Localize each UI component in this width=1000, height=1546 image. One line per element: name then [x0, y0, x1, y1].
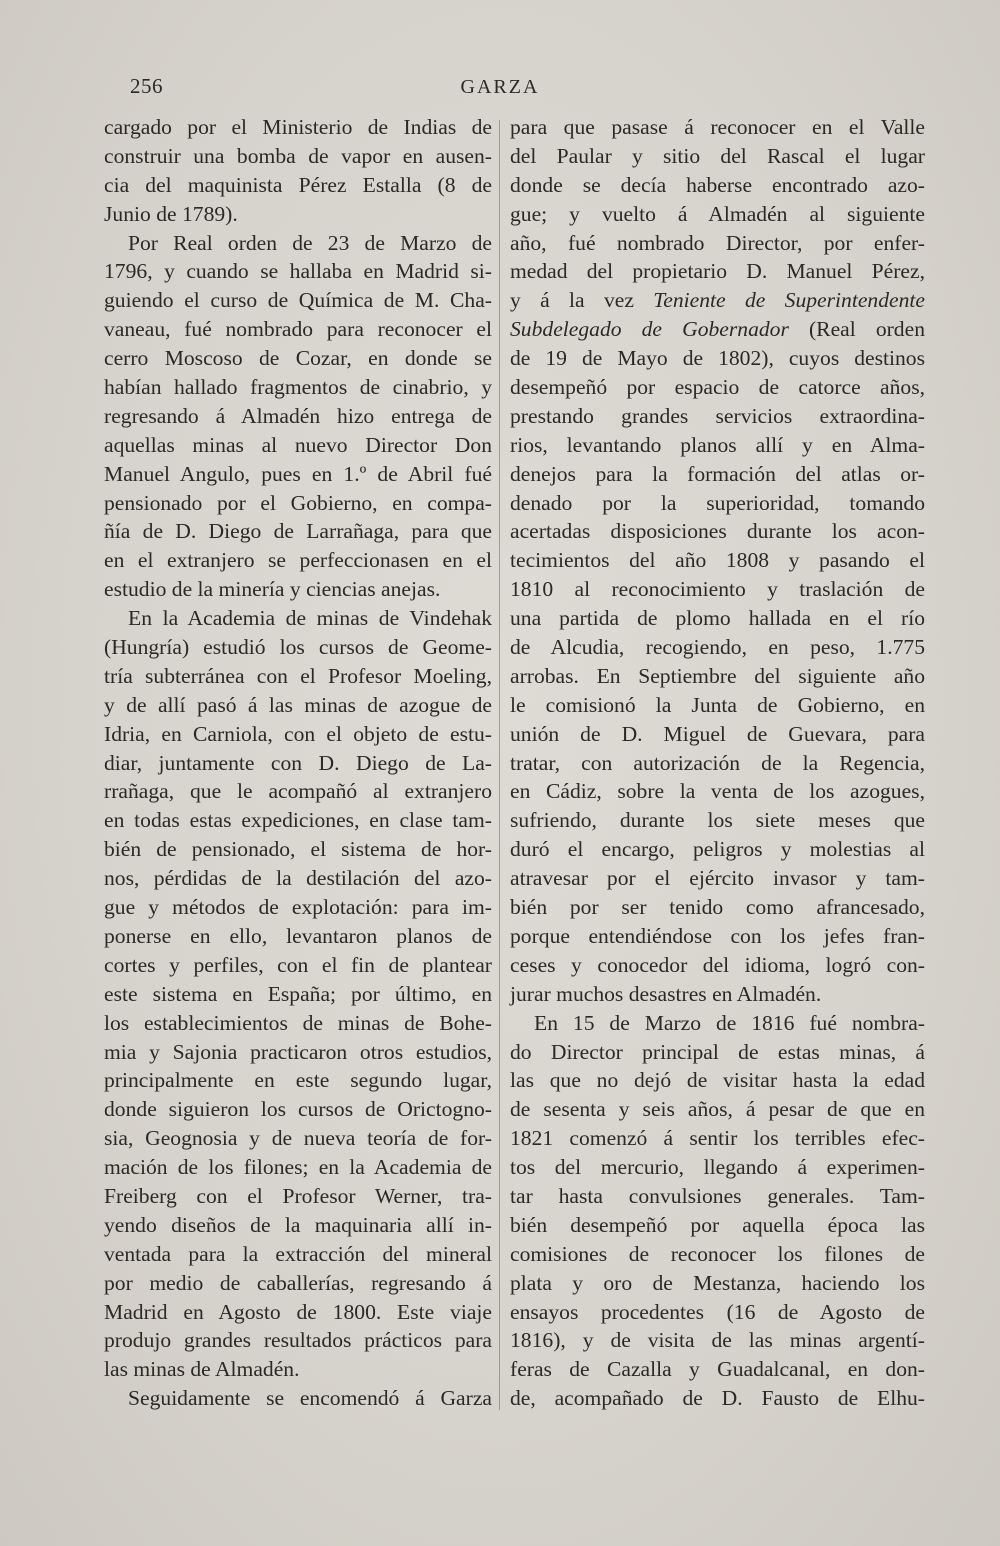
page-number: 256	[130, 74, 163, 98]
left-line-28: gue y métodos de explotación: para im-	[104, 895, 492, 920]
right-line-4: gue; y vuelto á Almadén al siguiente	[510, 201, 925, 226]
left-line-24: rrañaga, que le acompañó al extranjero	[104, 779, 492, 804]
left-line-21: y de allí pasó á las minas de azogue de	[104, 692, 492, 717]
right-line-37: tos del mercurio, llegando á experimen-	[510, 1155, 925, 1180]
left-line-30: cortes y perfiles, con el fin de plantear	[104, 952, 492, 977]
column-rule	[499, 120, 500, 1410]
right-line-23: tratar, con autorización de la Regencia,	[510, 750, 925, 775]
right-line-30: ceses y conocedor del idioma, logró con-	[510, 952, 925, 977]
running-head	[0, 74, 1000, 104]
right-line-11: prestando grandes servicios extraordina-	[510, 403, 925, 428]
right-line-33: do Director principal de estas minas, á	[510, 1039, 925, 1064]
right-line-39: bién desempeñó por aquella época las	[510, 1212, 925, 1237]
right-line-32: En 15 de Marzo de 1816 fué nombra-	[534, 1010, 925, 1035]
left-line-23: diar, juntamente con D. Diego de La-	[104, 750, 492, 775]
right-line-17: 1810 al reconocimiento y traslación de	[510, 577, 925, 602]
left-line-42: Madrid en Agosto de 1800. Este viaje	[104, 1299, 492, 1324]
left-line-29: ponerse en ello, levantaron planos de	[104, 923, 492, 948]
right-line-44: feras de Cazalla y Guadalcanal, en don-	[510, 1357, 925, 1382]
right-line-22: unión de D. Miguel de Guevara, para	[510, 721, 925, 746]
right-line-27: atravesar por el ejército invasor y tam-	[510, 866, 925, 891]
running-title: GARZA	[460, 76, 540, 98]
right-line-20: arrobas. En Septiembre del siguiente año	[510, 663, 925, 688]
left-line-45: Seguidamente se encomendó á Garza	[128, 1386, 492, 1411]
right-line-40: comisiones de reconocer los filones de	[510, 1241, 925, 1266]
italic-title-teniente: Teniente de Superintendente	[653, 288, 925, 313]
right-line-36: 1821 comenzó á sentir los terribles efec-	[510, 1126, 925, 1151]
left-line-32: los establecimientos de minas de Bohe-	[104, 1010, 492, 1035]
right-line-41: plata y oro de Mestanza, haciendo los	[510, 1270, 925, 1295]
left-line-7: guiendo el curso de Química de M. Cha-	[104, 288, 492, 313]
left-line-9: cerro Moscoso de Cozar, en donde se	[104, 346, 492, 371]
left-line-4: Junio de 1789).	[104, 201, 238, 226]
left-line-11: regresando á Almadén hizo entrega de	[104, 403, 492, 428]
left-line-44: las minas de Almadén.	[104, 1357, 300, 1382]
right-line-45: de, acompañado de D. Fausto de Elhu-	[510, 1386, 925, 1411]
left-line-6: 1796, y cuando se hallaba en Madrid si-	[104, 259, 492, 284]
left-line-22: Idria, en Carniola, con el objeto de estu-	[104, 721, 492, 746]
left-line-10: habían hallado fragmentos de cinabrio, y	[104, 375, 492, 400]
right-line-6: medad del propietario D. Manuel Pérez,	[510, 259, 925, 284]
right-line-43: 1816), y de visita de las minas argentí-	[510, 1328, 925, 1353]
left-line-15: ñía de D. Diego de Larrañaga, para que	[104, 519, 492, 544]
right-line-18: una partida de plomo hallada en el río	[510, 606, 925, 631]
left-line-31: este sistema en España; por último, en	[104, 981, 492, 1006]
left-line-19: (Hungría) estudió los cursos de Geome-	[104, 635, 492, 660]
italic-title-subdelegado: Subdelegado de Gobernador	[510, 317, 789, 342]
right-line-7-text: y á la vez	[510, 288, 634, 313]
left-line-38: Freiberg con el Profesor Werner, tra-	[104, 1183, 492, 1208]
left-line-34: principalmente en este segundo lugar,	[104, 1068, 492, 1093]
right-line-42: ensayos procedentes (16 de Agosto de	[510, 1299, 925, 1324]
left-line-1: cargado por el Ministerio de Indias de	[104, 115, 492, 139]
left-line-43: produjo grandes resultados prácticos para	[104, 1328, 492, 1353]
left-line-20: tría subterránea con el Profesor Moeling,	[104, 663, 492, 688]
right-line-5: año, fué nombrado Director, por enfer-	[510, 230, 925, 255]
left-line-13: Manuel Angulo, pues en 1.º de Abril fué	[104, 461, 492, 486]
left-line-36: sia, Geognosia y de nueva teoría de for-	[104, 1126, 492, 1151]
right-line-16: tecimientos del año 1808 y pasando el	[510, 548, 925, 573]
left-line-14: pensionado por el Gobierno, en compa-	[104, 490, 492, 515]
right-line-28: bién por ser tenido como afrancesado,	[510, 895, 925, 920]
left-line-16: en el extranjero se perfeccionasen en el	[104, 548, 492, 573]
left-line-2: construir una bomba de vapor en ausen-	[104, 143, 492, 168]
left-column	[104, 113, 492, 1413]
right-line-7	[510, 286, 925, 315]
left-line-17: estudio de la minería y ciencias anejas.	[104, 577, 441, 602]
right-line-14: denado por la superioridad, tomando	[510, 490, 925, 515]
right-line-13: denejos para la formación del atlas or-	[510, 461, 925, 486]
left-line-27: nos, pérdidas de la destilación del azo-	[104, 866, 492, 891]
left-line-35: donde siguieron los cursos de Orictogno-	[104, 1097, 492, 1122]
left-line-33: mia y Sajonia practicaron otros estudios,	[104, 1039, 492, 1064]
right-line-8	[510, 315, 925, 344]
left-line-37: mación de los filones; en la Academia de	[104, 1155, 492, 1180]
left-line-8: vaneau, fué nombrado para reconocer el	[104, 317, 492, 342]
right-line-29: porque entendiéndose con los jefes fran-	[510, 923, 925, 948]
right-line-26: duró el encargo, peligros y molestias al	[510, 837, 925, 862]
right-column	[510, 113, 925, 1413]
right-line-2: del Paular y sitio del Rascal el lugar	[510, 143, 925, 168]
left-line-39: yendo diseños de la maquinaria allí in-	[104, 1212, 492, 1237]
left-line-41: por medio de caballerías, regresando á	[104, 1270, 492, 1295]
right-line-35: de sesenta y seis años, á pesar de que en	[510, 1097, 925, 1122]
right-line-3: donde se decía haberse encontrado azo-	[510, 172, 925, 197]
right-line-15: acertadas disposiciones durante los acon-	[510, 519, 925, 544]
right-line-31: jurar muchos desastres en Almadén.	[510, 981, 822, 1006]
right-line-25: sufriendo, durante los siete meses que	[510, 808, 925, 833]
left-line-18: En la Academia de minas de Vindehak	[128, 606, 492, 631]
left-line-26: bién de pensionado, el sistema de hor-	[104, 837, 492, 862]
right-line-8-text: (Real orden	[808, 317, 925, 342]
right-line-12: rios, levantando planos allí y en Alma-	[510, 432, 925, 457]
left-line-5: Por Real orden de 23 de Marzo de	[128, 230, 492, 255]
right-line-1: para que pasase á reconocer en el Valle	[510, 115, 925, 139]
right-line-38: tar hasta convulsiones generales. Tam-	[510, 1183, 925, 1208]
right-line-34: las que no dejó de visitar hasta la edad	[510, 1068, 925, 1093]
left-line-3: cia del maquinista Pérez Estalla (8 de	[104, 172, 492, 197]
right-line-10: desempeñó por espacio de catorce años,	[510, 375, 925, 400]
right-line-24: en Cádiz, sobre la venta de los azogues,	[510, 779, 925, 804]
right-line-19: de Alcudia, recogiendo, en peso, 1.775	[510, 635, 925, 660]
left-line-40: ventada para la extracción del mineral	[104, 1241, 492, 1266]
right-line-21: le comisionó la Junta de Gobierno, en	[510, 692, 925, 717]
right-line-9: de 19 de Mayo de 1802), cuyos destinos	[510, 346, 925, 371]
left-line-25: en todas estas expediciones, en clase tam-	[104, 808, 492, 833]
left-line-12: aquellas minas al nuevo Director Don	[104, 432, 492, 457]
